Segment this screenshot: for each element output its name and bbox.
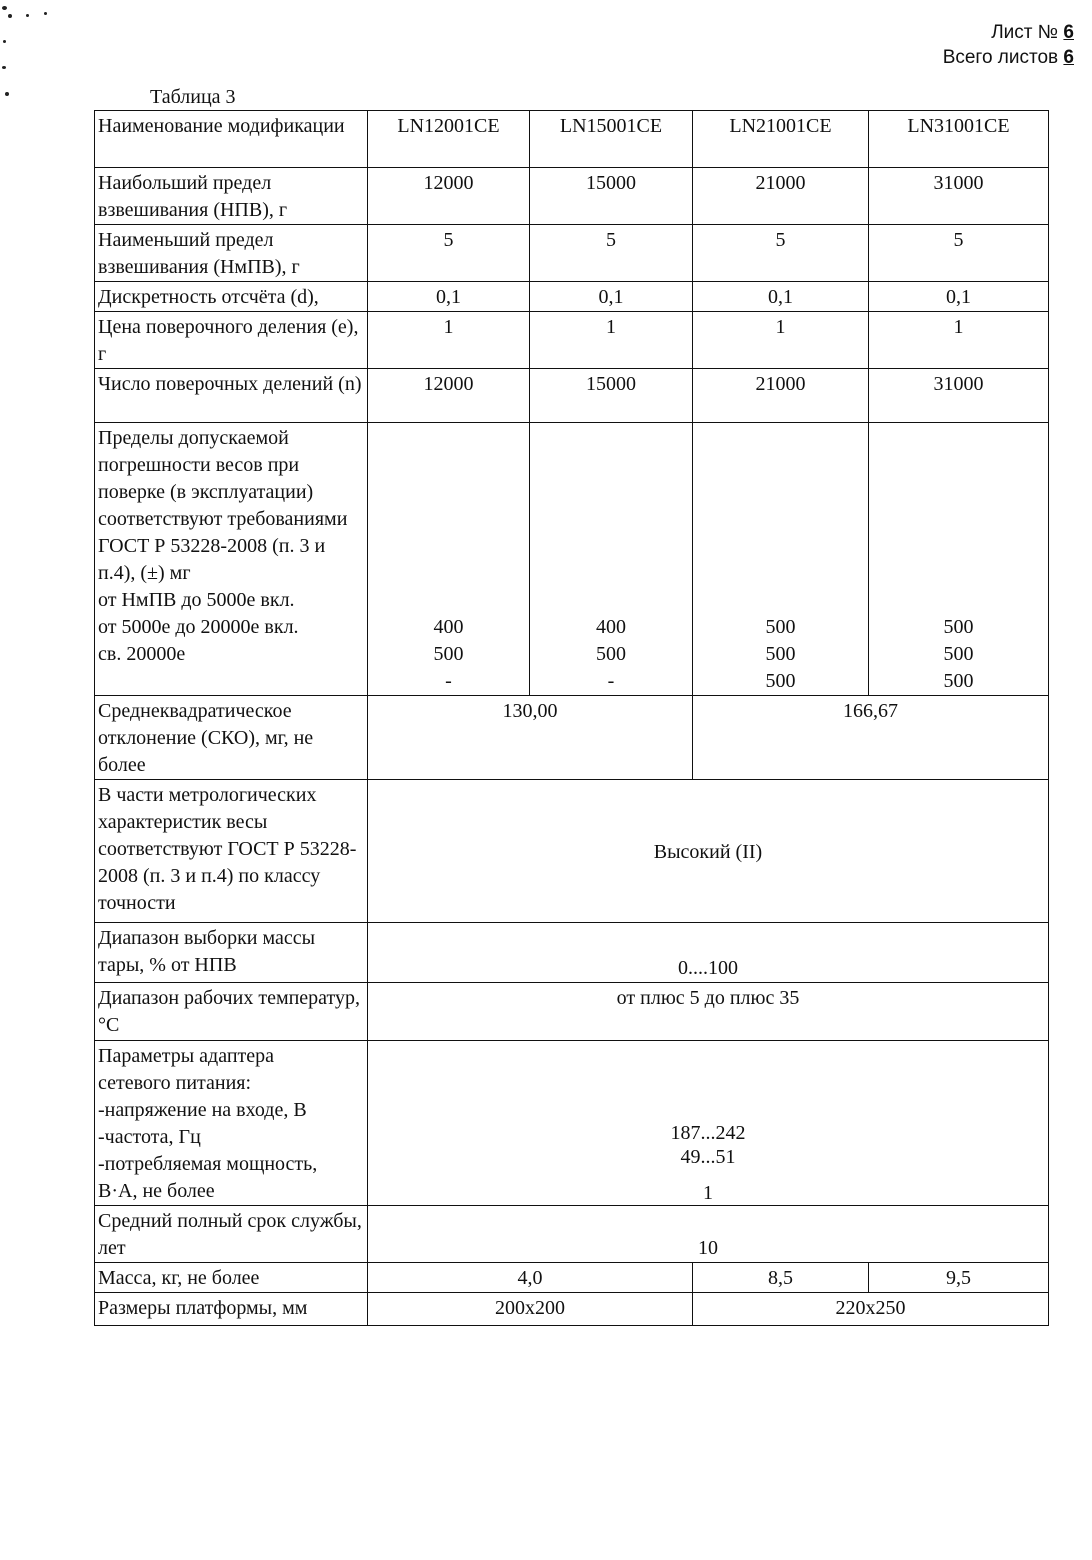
table-row-platform-size	[95, 1293, 1049, 1326]
table-row-tare-range	[95, 923, 1049, 983]
table-cell	[368, 423, 530, 696]
row-label: Дискретность отсчёта (d),	[95, 282, 368, 312]
adapter-label-line: В·А, не более	[98, 1180, 215, 1202]
row-label: Наименование модификации	[95, 111, 368, 168]
row-label: Масса, кг, не более	[95, 1263, 368, 1293]
table-cell: 12000	[368, 168, 530, 225]
table-cell: 10	[368, 1206, 1049, 1263]
value: -	[607, 670, 615, 692]
table-row-power-adapter	[95, 1041, 1049, 1206]
error-limits-label: Пределы допускаемой погрешности весов при поверке (в эксплуатации) соответствуют требованиями ГОСТ Р 53228-2008 (п. 3 и п.4), (±) мг	[98, 427, 348, 584]
row-label: Диапазон выборки массы тары, % от НПВ	[95, 923, 368, 983]
table-row-temperature	[95, 983, 1049, 1041]
row-label: Средний полный срок службы, лет	[95, 1206, 368, 1263]
table-cell: 5	[693, 225, 869, 282]
table-row-model	[95, 111, 1049, 168]
sub-label: от НмПВ до 5000е вкл.	[98, 589, 295, 611]
table-cell: 31000	[869, 168, 1049, 225]
sheet-info	[943, 20, 1074, 70]
total-sheets-number: 6	[1063, 47, 1074, 68]
adapter-label-line: -частота, Гц	[98, 1126, 201, 1148]
table-cell: 4,0	[368, 1263, 693, 1293]
value: 500	[943, 670, 974, 692]
spec-table	[94, 110, 1049, 1326]
table-cell: 1	[693, 312, 869, 369]
table-cell: 220x250	[693, 1293, 1049, 1326]
table-row-max-capacity	[95, 168, 1049, 225]
adapter-label-line: -потребляемая мощность,	[98, 1153, 318, 1175]
table-cell: LN15001CE	[530, 111, 693, 168]
value: 500	[765, 670, 796, 692]
adapter-label-line: сетевого питания:	[98, 1072, 252, 1094]
table-cell: 166,67	[693, 696, 1049, 780]
table-row-error-limits	[95, 423, 1049, 696]
table-cell: LN12001CE	[368, 111, 530, 168]
table-row-resolution	[95, 282, 1049, 312]
table-cell: 0,1	[869, 282, 1049, 312]
table-row-interval-count	[95, 369, 1049, 423]
table-cell: 15000	[530, 369, 693, 423]
table-cell: 21000	[693, 369, 869, 423]
value: -	[445, 670, 452, 692]
row-label: Диапазон рабочих температур, °С	[95, 983, 368, 1041]
table-cell: 0,1	[530, 282, 693, 312]
table-row-mass	[95, 1263, 1049, 1293]
table-cell: 31000	[869, 369, 1049, 423]
table-cell: 0,1	[368, 282, 530, 312]
row-label: Размеры платформы, мм	[95, 1293, 368, 1326]
row-label	[95, 1041, 368, 1206]
row-label: Среднеквадратическое отклонение (СКО), мг, не более	[95, 696, 368, 780]
row-label: Наибольший предел взвешивания (НПВ), г	[95, 168, 368, 225]
value: 500	[765, 643, 796, 665]
table-cell: 130,00	[368, 696, 693, 780]
row-label: Наименьший предел взвешивания (НмПВ), г	[95, 225, 368, 282]
table-cell: 1	[869, 312, 1049, 369]
table-cell: 5	[368, 225, 530, 282]
table-cell: 9,5	[869, 1263, 1049, 1293]
table-cell: от плюс 5 до плюс 35	[368, 983, 1049, 1041]
row-label: Цена поверочного деления (е), г	[95, 312, 368, 369]
row-label: Число поверочных делений (n)	[95, 369, 368, 423]
table-cell: 0....100	[368, 923, 1049, 983]
total-sheets-label: Всего листов	[942, 47, 1059, 68]
value: 500	[433, 643, 464, 665]
table-cell: 8,5	[693, 1263, 869, 1293]
table-cell: 12000	[368, 369, 530, 423]
value: 400	[596, 616, 626, 638]
total-sheets-line	[943, 45, 1074, 70]
table-row-min-capacity	[95, 225, 1049, 282]
table-row-service-life	[95, 1206, 1049, 1263]
table-cell: 15000	[530, 168, 693, 225]
table-row-verification-interval	[95, 312, 1049, 369]
table-cell: LN31001CE	[869, 111, 1049, 168]
table-cell: 200x200	[368, 1293, 693, 1326]
sheet-label: Лист №	[991, 22, 1059, 43]
table-cell: Высокий (II)	[368, 780, 1049, 923]
table-cell: 1	[530, 312, 693, 369]
table-cell: 21000	[693, 168, 869, 225]
adapter-label-line: Параметры адаптера	[98, 1045, 275, 1067]
table-cell: 5	[869, 225, 1049, 282]
table-cell	[530, 423, 693, 696]
table-cell	[693, 423, 869, 696]
sub-label: от 5000е до 20000е вкл.	[98, 616, 299, 638]
adapter-power: 1	[703, 1182, 713, 1204]
adapter-voltage: 187...242	[670, 1122, 746, 1144]
sheet-number-line	[943, 20, 1074, 45]
value: 500	[765, 616, 796, 638]
value: 500	[596, 643, 626, 665]
sheet-number: 6	[1063, 22, 1074, 43]
table-cell	[869, 423, 1049, 696]
table-cell: LN21001CE	[693, 111, 869, 168]
value: 400	[433, 616, 464, 638]
table-cell: 5	[530, 225, 693, 282]
table-row-accuracy-class	[95, 780, 1049, 923]
table-title: Таблица 3	[150, 86, 236, 108]
row-label	[95, 423, 368, 696]
table-row-std-deviation	[95, 696, 1049, 780]
sub-label: св. 20000е	[98, 643, 186, 665]
table-cell: 0,1	[693, 282, 869, 312]
table-cell: 1	[368, 312, 530, 369]
value: 500	[943, 616, 974, 638]
adapter-frequency: 49...51	[680, 1146, 736, 1168]
value: 500	[943, 643, 974, 665]
row-label: В части метрологических характеристик весы соответствуют ГОСТ Р 53228-2008 (п. 3 и п.4) по классу точности	[95, 780, 368, 923]
adapter-label-line: -напряжение на входе, В	[98, 1099, 307, 1121]
table-cell	[368, 1041, 1049, 1206]
